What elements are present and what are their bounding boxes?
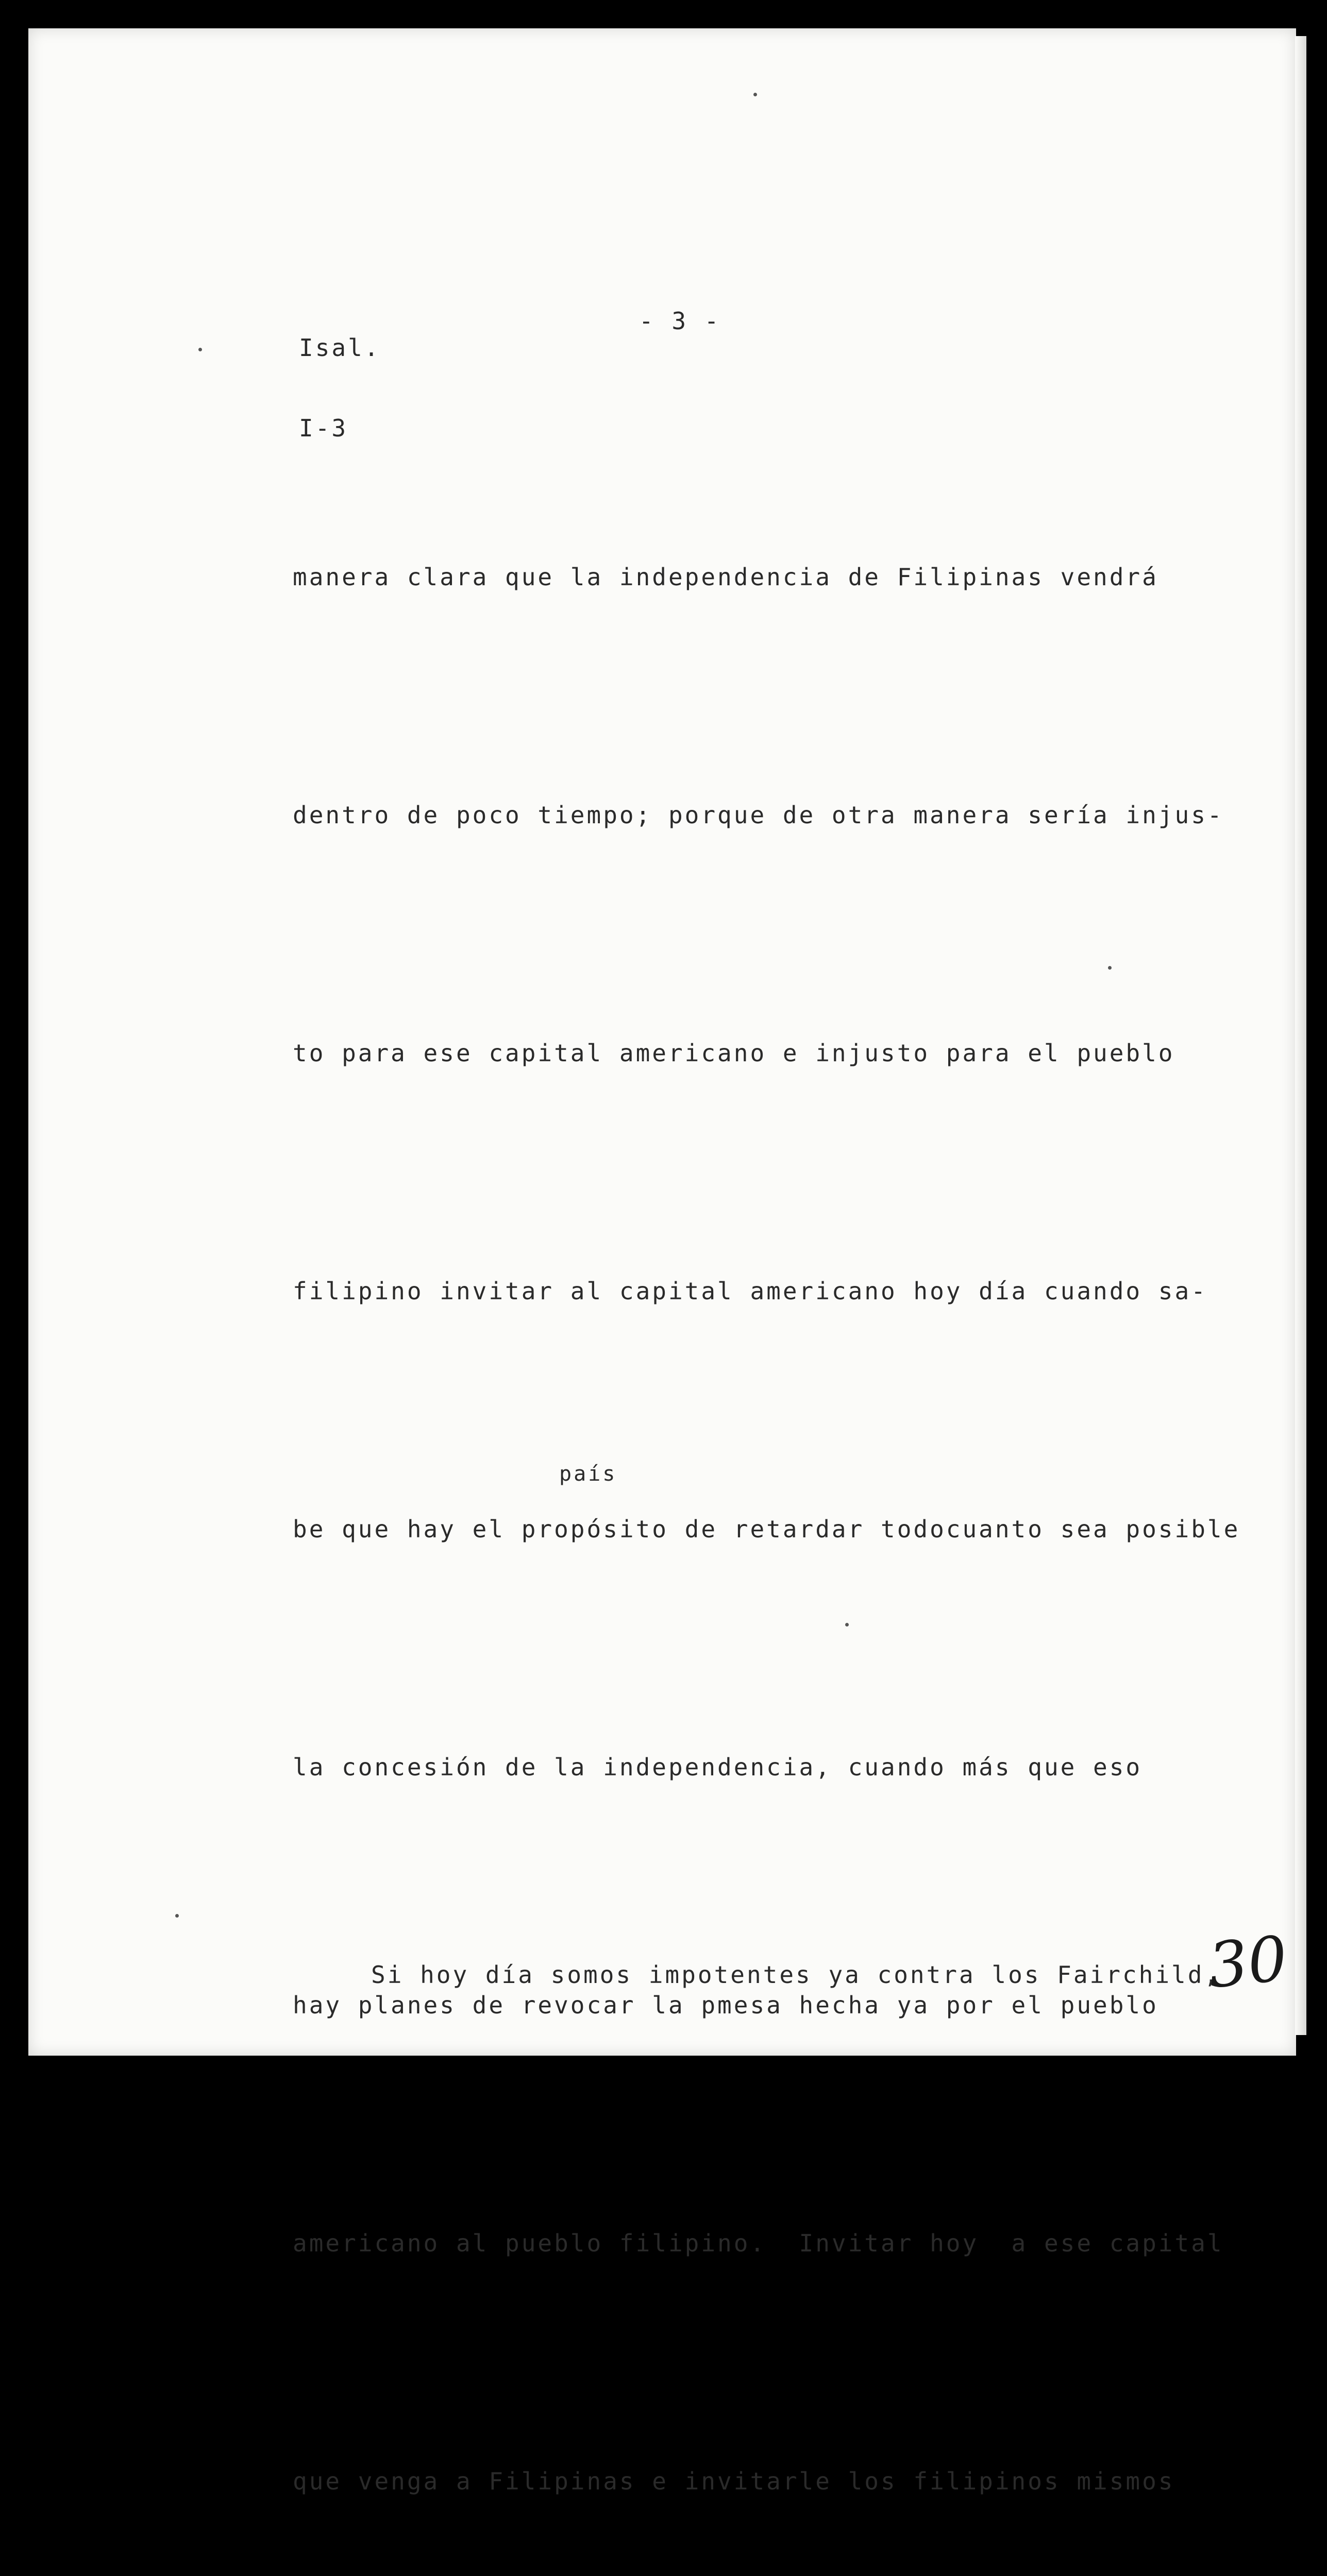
page-edge-shadow [1295, 36, 1306, 2035]
ink-speck [753, 93, 757, 96]
body-text [293, 379, 1273, 2576]
ink-speck [198, 348, 202, 351]
ink-speck [1108, 966, 1112, 970]
body-line: hay planes de revocar la pmesa hecha ya por el pueblo [293, 1991, 1158, 2019]
body-line: la concesión de la independencia, cuando más que eso [293, 1753, 1143, 1781]
header-line-2: I-3 [299, 414, 348, 442]
body-line: dentro de poco tiempo; porque de otra manera sería injus- [293, 801, 1224, 829]
handwritten-folio-number: 30 [1205, 1923, 1291, 2003]
body-line: manera clara que la independencia de Filipinas vendrá [293, 563, 1158, 591]
body-line: be que hay el propósito de retardar todocuanto sea posible [293, 1515, 1240, 1543]
last-line: Si hoy día somos impotentes ya contra los Fairchild, [371, 1961, 1221, 1989]
body-line: filipino invitar al capital americano hoy día cuando sa- [293, 1277, 1207, 1305]
page-number: - 3 - [639, 307, 721, 335]
ink-speck [845, 1623, 849, 1626]
ink-speck [175, 1914, 179, 1918]
header-line-1: Isal. [299, 334, 381, 362]
interlinear-insert: país [559, 1462, 617, 1486]
body-line: to para ese capital americano e injusto para el pueblo [293, 1039, 1175, 1067]
body-line: americano al pueblo filipino. Invitar hoy a ese capital [293, 2229, 1224, 2257]
body-line: que venga a Filipinas e invitarle los filipinos mismos [293, 2467, 1175, 2495]
